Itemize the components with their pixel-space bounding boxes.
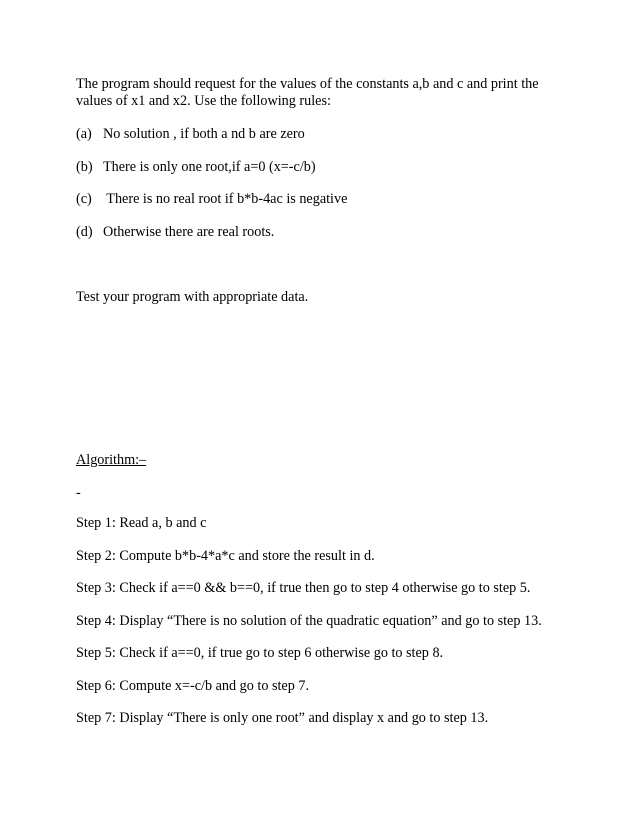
rule-label: (b) [76,159,93,175]
rule-text: Otherwise there are real roots. [103,224,275,240]
intro-line-2: values of x1 and x2. Use the following rules: [76,93,331,109]
rule-text: There is only one root,if a=0 (x=-c/b) [103,159,316,175]
algorithm-step-4: Step 4: Display “There is no solution of the quadratic equation” and go to step 13. [76,613,542,629]
algorithm-step-6: Step 6: Compute x=-c/b and go to step 7. [76,678,310,694]
algorithm-step-7: Step 7: Display “There is only one root” and display x and go to step 13. [76,710,489,726]
separator-dash: - [76,485,81,501]
algorithm-step-2: Step 2: Compute b*b-4*a*c and store the result in d. [76,548,375,564]
algorithm-step-1: Step 1: Read a, b and c [76,515,207,531]
rule-label: (c) [76,191,92,207]
rule-label: (d) [76,224,93,240]
rule-text: No solution , if both a nd b are zero [103,126,305,142]
intro-line-1: The program should request for the values of the constants a,b and c and print the [76,76,539,92]
rule-item-d [76,224,274,241]
rule-item-c [76,191,347,208]
algorithm-step-3: Step 3: Check if a==0 && b==0, if true then go to step 4 otherwise go to step 5. [76,580,531,596]
algorithm-heading: Algorithm:– [76,452,147,468]
algorithm-step-5: Step 5: Check if a==0, if true go to step 6 otherwise go to step 8. [76,645,444,661]
rule-label: (a) [76,126,92,142]
test-instruction: Test your program with appropriate data. [76,289,309,305]
rule-item-b [76,159,316,176]
rule-item-a [76,126,305,143]
rule-text: There is no real root if b*b-4ac is negative [103,191,348,207]
